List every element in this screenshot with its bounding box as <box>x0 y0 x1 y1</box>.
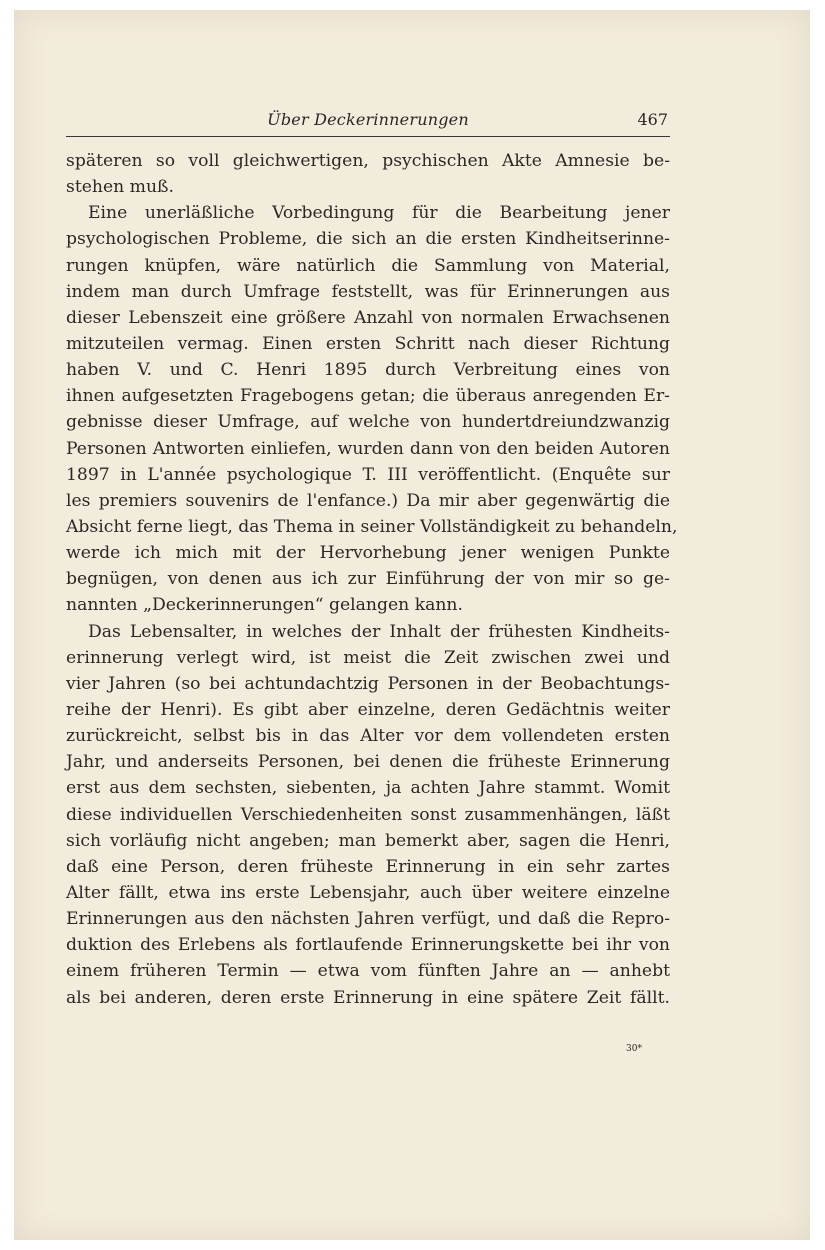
text-line: Jahr, und anderseits Personen, bei denen die früheste Erinnerung <box>66 752 670 773</box>
text-line: begnügen, von denen aus ich zur Einführung der von mir so ge- <box>66 569 670 590</box>
text-line: erst aus dem sechsten, siebenten, ja achten Jahre stammt. Womit <box>66 778 670 799</box>
text-line: späteren so voll gleichwertigen, psychischen Akte Amnesie be- <box>66 151 670 171</box>
text-line: dieser Lebenszeit eine größere Anzahl von normalen Erwachsenen <box>66 307 670 328</box>
text-line: erinnerung verlegt wird, ist meist die Zeit zwischen zwei und <box>66 647 670 668</box>
text-line: Das Lebensalter, in welches der Inhalt der frühesten Kindheits- <box>88 621 670 642</box>
text-line: einem früheren Termin — etwa vom fünften Jahre an — anhebt <box>66 961 670 982</box>
text-line: reihe der Henri). Es gibt aber einzelne, deren Gedächtnis weiter <box>66 699 670 720</box>
running-title: Über Deckerinnerungen <box>267 110 469 129</box>
text-line: psychologischen Probleme, die sich an die ersten Kindheitserinne- <box>66 229 670 250</box>
book-page <box>14 10 810 1240</box>
text-line: rungen knüpfen, wäre natürlich die Sammlung von Material, <box>66 255 670 276</box>
text-line: indem man durch Umfrage feststellt, was für Erinnerungen aus <box>66 281 670 302</box>
text-line: Eine unerläßliche Vorbedingung für die Bearbeitung jener <box>88 203 670 224</box>
text-line: vier Jahren (so bei achtundachtzig Personen in der Beobachtungs- <box>66 673 670 694</box>
signature-mark: 30* <box>626 1044 642 1054</box>
page-number: 467 <box>637 110 668 129</box>
text-line: gebnisse dieser Umfrage, auf welche von hundertdreiundzwanzig <box>66 412 670 433</box>
text-line: nannten „Deckerinnerungen“ gelangen kann. <box>66 595 463 616</box>
text-line: ihnen aufgesetzten Fragebogens getan; die überaus anregenden Er- <box>66 386 670 407</box>
text-line: sich vorläufig nicht angeben; man bemerkt aber, sagen die Henri, <box>66 830 670 851</box>
text-line: diese individuellen Verschiedenheiten sonst zusammenhängen, läßt <box>66 804 670 825</box>
text-line: zurückreicht, selbst bis in das Alter vor dem vollendeten ersten <box>66 726 670 747</box>
body-text <box>66 148 678 1011</box>
running-header <box>66 106 670 137</box>
text-line: als bei anderen, deren erste Erinnerung in eine spätere Zeit fällt. <box>66 987 670 1008</box>
text-line: duktion des Erlebens als fortlaufende Erinnerungskette bei ihr von <box>66 935 670 956</box>
text-line: Erinnerungen aus den nächsten Jahren verfügt, und daß die Repro- <box>66 909 670 930</box>
text-line: werde ich mich mit der Hervorhebung jener wenigen Punkte <box>66 543 670 564</box>
text-line: stehen muß. <box>66 177 174 198</box>
text-line: Alter fällt, etwa ins erste Lebensjahr, auch über weitere einzelne <box>66 882 670 903</box>
text-line: Personen Antworten einliefen, wurden dann von den beiden Autoren <box>66 438 670 459</box>
text-line: 1897 in L'année psychologique T. III veröffentlicht. (Enquête sur <box>66 464 670 485</box>
text-line: haben V. und C. Henri 1895 durch Verbreitung eines von <box>66 360 670 381</box>
text-line: Absicht ferne liegt, das Thema in seiner Vollständigkeit zu behandeln, <box>66 516 678 537</box>
text-line: les premiers souvenirs de l'enfance.) Da mir aber gegenwärtig die <box>66 490 670 511</box>
text-line: mitzuteilen vermag. Einen ersten Schritt nach dieser Richtung <box>66 333 670 354</box>
text-line: daß eine Person, deren früheste Erinnerung in ein sehr zartes <box>66 856 670 877</box>
